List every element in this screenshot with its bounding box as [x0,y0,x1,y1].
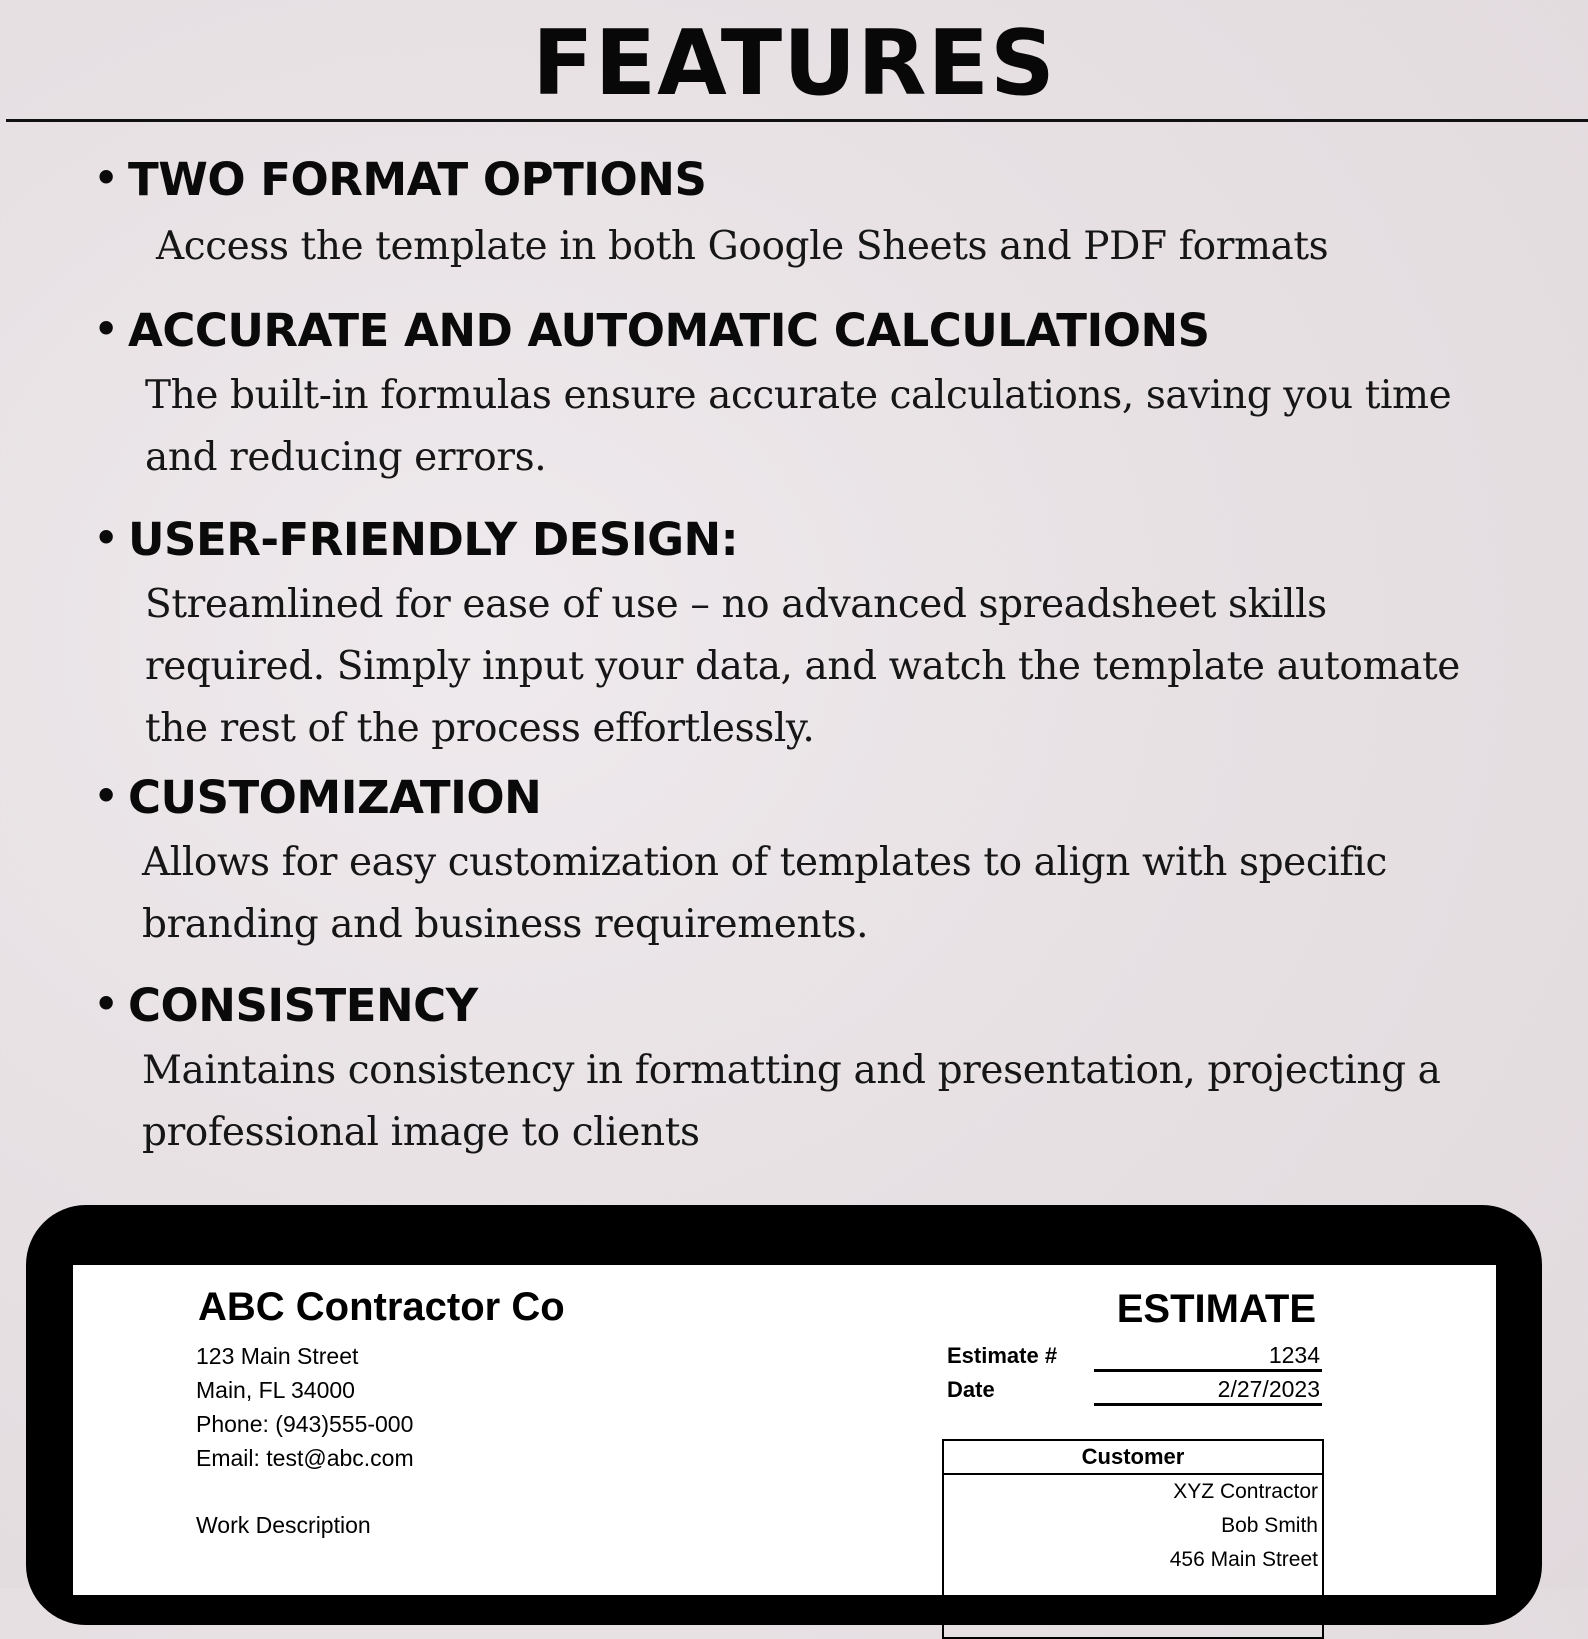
customer-header: Customer [944,1441,1322,1475]
feature-consistency [94,976,1528,1164]
feature-heading-text: CUSTOMIZATION [128,771,542,824]
feature-body: Maintains consistency in formatting and presentation, projecting a professional image to clients [142,1048,1441,1155]
feature-user-friendly-design [94,510,1528,760]
feature-body: Streamlined for ease of use – no advanced spreadsheet skills required. Simply input your data, and watch the template automate the rest of the process effortlessly. [145,582,1460,751]
company-address-line2: Main, FL 34000 [196,1377,355,1403]
feature-body: Access the template in both Google Sheets and PDF formats [156,224,1329,269]
feature-heading-text: ACCURATE AND AUTOMATIC CALCULATIONS [128,304,1210,357]
feature-heading-text: TWO FORMAT OPTIONS [128,153,707,206]
feature-body: The built-in formulas ensure accurate calculations, saving you time and reducing errors. [145,373,1452,480]
feature-heading-text: USER-FRIENDLY DESIGN: [128,513,739,566]
work-description-label: Work Description [196,1512,371,1538]
estimate-number-label: Estimate # [947,1343,1058,1368]
company-name: ABC Contractor Co [198,1285,565,1329]
feature-heading-text: CONSISTENCY [128,979,478,1032]
estimate-preview [73,1265,1496,1595]
page-title: FEATURES [532,11,1056,116]
company-phone: Phone: (943)555-000 [196,1411,414,1437]
feature-two-format-options [94,150,1528,278]
bullet-icon: • [94,774,118,818]
feature-heading [94,768,1528,826]
feature-customization [94,768,1528,956]
company-address-line1: 123 Main Street [196,1343,359,1369]
customer-box [942,1439,1324,1639]
bullet-icon: • [94,156,118,200]
date-value: 2/27/2023 [1094,1376,1322,1406]
estimate-title: ESTIMATE [1116,1287,1316,1331]
feature-heading [94,150,1528,208]
estimate-number-value: 1234 [1094,1342,1322,1372]
title-divider [6,119,1588,122]
customer-line: XYZ Contractor [1173,1480,1318,1503]
feature-heading [94,510,1528,568]
customer-line: 456 Main Street [1169,1548,1318,1571]
bullet-icon: • [94,982,118,1026]
bullet-icon: • [94,516,118,560]
feature-heading [94,301,1528,359]
feature-heading [94,976,1528,1034]
feature-body: Allows for easy customization of templates to align with specific branding and business requirements. [142,840,1387,947]
company-email: Email: test@abc.com [196,1445,414,1471]
feature-accurate-calculations [94,301,1528,489]
customer-line: Bob Smith [1221,1514,1318,1537]
bullet-icon: • [94,307,118,351]
date-label: Date [947,1377,995,1402]
